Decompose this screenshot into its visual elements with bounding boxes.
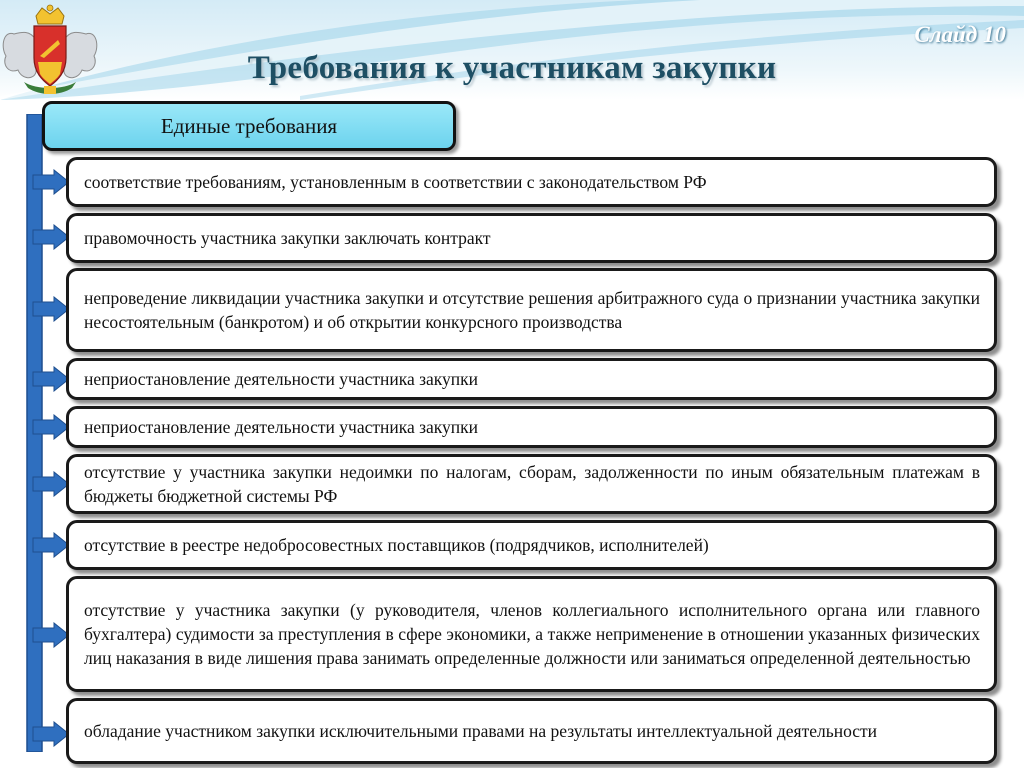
section-heading-label: Единые требования: [160, 113, 338, 138]
requirement-item: неприостановление деятельности участника закупки: [66, 406, 997, 448]
requirement-item: обладание участником закупки исключительными правами на результаты интеллектуальной деятельности: [66, 698, 997, 764]
right-arrow-icon: [32, 471, 70, 497]
requirement-item: непроведение ликвидации участника закупки и отсутствие решения арбитражного суда о признании участника закупки несостоятельным (банкротом) и об открытии конкурсного производства: [66, 268, 997, 352]
requirement-item: отсутствие у участника закупки (у руководителя, членов коллегиального исполнительного органа или главного бухгалтера) судимости за преступления в сфере экономики, а также неприменение в отношении указанных физических лиц наказания в виде лишения права занимать определенные должности или заниматься определенной деятельностью: [66, 576, 997, 692]
section-heading: [42, 101, 456, 151]
right-arrow-icon: [32, 296, 70, 322]
right-arrow-icon: [32, 414, 70, 440]
requirement-item: отсутствие в реестре недобросовестных поставщиков (подрядчиков, исполнителей): [66, 520, 997, 570]
right-arrow-icon: [32, 224, 70, 250]
requirement-item: неприостановление деятельности участника закупки: [66, 358, 997, 400]
slide-title: Требования к участникам закупки: [247, 50, 777, 86]
right-arrow-icon: [32, 169, 70, 195]
right-arrow-icon: [32, 366, 70, 392]
requirement-item: отсутствие у участника закупки недоимки по налогам, сборам, задолженности по иным обязательным платежам в бюджеты бюджетной системы РФ: [66, 454, 997, 514]
right-arrow-icon: [32, 532, 70, 558]
requirement-item: соответствие требованиям, установленным в соответствии с законодательством РФ: [66, 157, 997, 207]
right-arrow-icon: [32, 721, 70, 747]
requirement-item: правомочность участника закупки заключать контракт: [66, 213, 997, 263]
right-arrow-icon: [32, 622, 70, 648]
slide-number: Слайд 10: [914, 22, 1006, 47]
